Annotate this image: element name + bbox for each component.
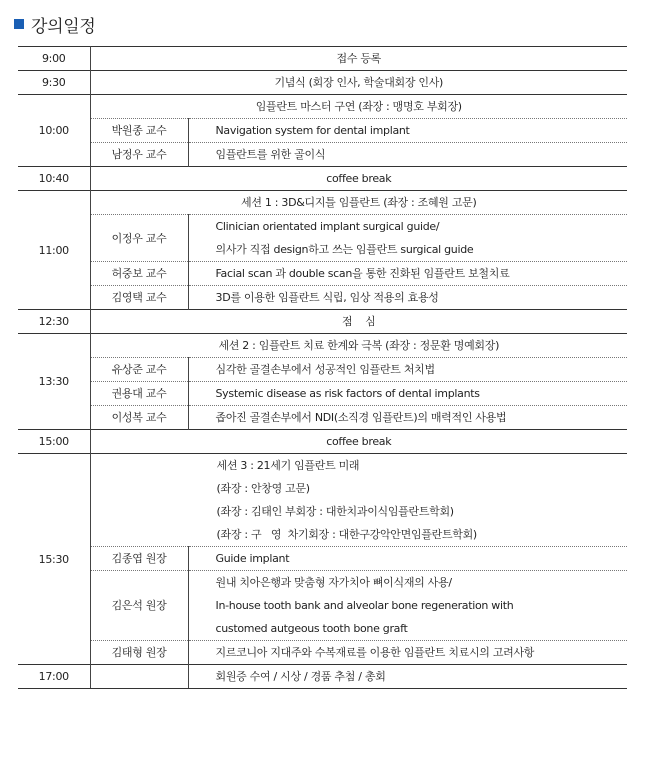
speaker-name: 허중보 교수: [90, 262, 188, 286]
speaker-name: 박원종 교수: [90, 119, 188, 143]
event-cell: 점 심: [90, 310, 627, 334]
session-chair: (좌장 : 안창영 고문): [216, 482, 310, 495]
table-row: [18, 547, 627, 571]
session-chair: (좌장 : 구 영 차기회장 : 대한구강악안면임플란트학회): [216, 528, 477, 541]
table-row: [18, 571, 627, 595]
section-heading-title: 강의일정: [31, 16, 96, 37]
session-title: 세션 1 : 3D&디지틀 임플란트 (좌장 : 조혜원 고문): [90, 191, 627, 215]
speaker-name: 김태형 원장: [90, 641, 188, 665]
empty-cell: [90, 665, 188, 689]
table-row: [18, 167, 627, 191]
event-cell: 회원증 수여 / 시상 / 경품 추첨 / 총회: [188, 665, 627, 689]
session-title: 세션 3 : 21세기 임플란트 미래: [90, 454, 627, 478]
table-row: [18, 191, 627, 215]
lecture-title: 임플란트를 위한 골이식: [188, 143, 627, 167]
speaker-name: 권용대 교수: [90, 382, 188, 406]
time-cell: 9:30: [18, 71, 90, 95]
schedule-table: [18, 46, 627, 689]
event-cell: 기념식 (회장 인사, 학술대회장 인사): [90, 71, 627, 95]
lecture-title: 심각한 골결손부에서 성공적인 임플란트 처치법: [188, 358, 627, 382]
lecture-title: 3D를 이용한 임플란트 식립, 임상 적용의 효용성: [188, 286, 627, 310]
time-cell: 13:30: [18, 334, 90, 430]
table-row: [18, 406, 627, 430]
speaker-name: 김영택 교수: [90, 286, 188, 310]
speaker-name: 이정우 교수: [90, 215, 188, 262]
lecture-title: 좁아진 골결손부에서 NDI(소직경 임플란트)의 매력적인 사용법: [188, 406, 627, 430]
table-row: [18, 286, 627, 310]
square-bullet-icon: [14, 19, 24, 29]
event-cell: coffee break: [90, 167, 627, 191]
table-row: [18, 95, 627, 119]
lecture-title: In-house tooth bank and alveolar bone regeneration with: [215, 599, 514, 612]
table-row: [18, 500, 627, 523]
table-row: [18, 454, 627, 478]
lecture-title: Guide implant: [188, 547, 627, 571]
time-cell: 10:00: [18, 95, 90, 167]
speaker-name: 김종엽 원장: [90, 547, 188, 571]
time-cell: 15:00: [18, 430, 90, 454]
table-row: [18, 358, 627, 382]
table-row: [18, 477, 627, 500]
lecture-title: 원내 치아은행과 맞춤형 자가치아 뼈이식재의 사용/: [188, 571, 627, 595]
lecture-title: Clinician orientated implant surgical guide/: [188, 215, 627, 239]
table-row: [18, 430, 627, 454]
lecture-title: Systemic disease as risk factors of dental implants: [188, 382, 627, 406]
table-row: [18, 641, 627, 665]
time-cell: 15:30: [18, 454, 90, 665]
table-row: [18, 334, 627, 358]
time-cell: 17:00: [18, 665, 90, 689]
table-row: [18, 71, 627, 95]
session-chair: (좌장 : 김태인 부회장 : 대한치과이식임플란트학회): [216, 505, 454, 518]
session-title: 세션 2 : 임플란트 치료 한계와 극복 (좌장 : 정문환 명예회장): [90, 334, 627, 358]
table-row: [18, 143, 627, 167]
lecture-title: customed autgeous tooth bone graft: [215, 622, 408, 635]
time-cell: 12:30: [18, 310, 90, 334]
table-row: [18, 262, 627, 286]
table-row: [18, 310, 627, 334]
time-cell: 10:40: [18, 167, 90, 191]
table-row: [18, 47, 627, 71]
table-row: [18, 119, 627, 143]
section-heading: [14, 13, 96, 35]
lecture-title: 의사가 직접 design하고 쓰는 임플란트 surgical guide: [215, 243, 474, 256]
time-cell: 9:00: [18, 47, 90, 71]
speaker-name: 유상준 교수: [90, 358, 188, 382]
event-cell: coffee break: [90, 430, 627, 454]
speaker-name: 김은석 원장: [90, 571, 188, 641]
time-cell: 11:00: [18, 191, 90, 310]
lecture-title: 지르코니아 지대주와 수복재료를 이용한 임플란트 치료시의 고려사항: [188, 641, 627, 665]
table-row: [18, 215, 627, 239]
table-row: [18, 523, 627, 547]
lecture-title: Facial scan 과 double scan을 통한 진화된 임플란트 보철치료: [188, 262, 627, 286]
speaker-name: 이성복 교수: [90, 406, 188, 430]
table-row: [18, 665, 627, 689]
speaker-name: 남정우 교수: [90, 143, 188, 167]
lecture-title: Navigation system for dental implant: [188, 119, 627, 143]
event-cell: 접수 등록: [90, 47, 627, 71]
table-row: [18, 382, 627, 406]
session-title: 임플란트 마스터 구연 (좌장 : 맹명호 부회장): [90, 95, 627, 119]
